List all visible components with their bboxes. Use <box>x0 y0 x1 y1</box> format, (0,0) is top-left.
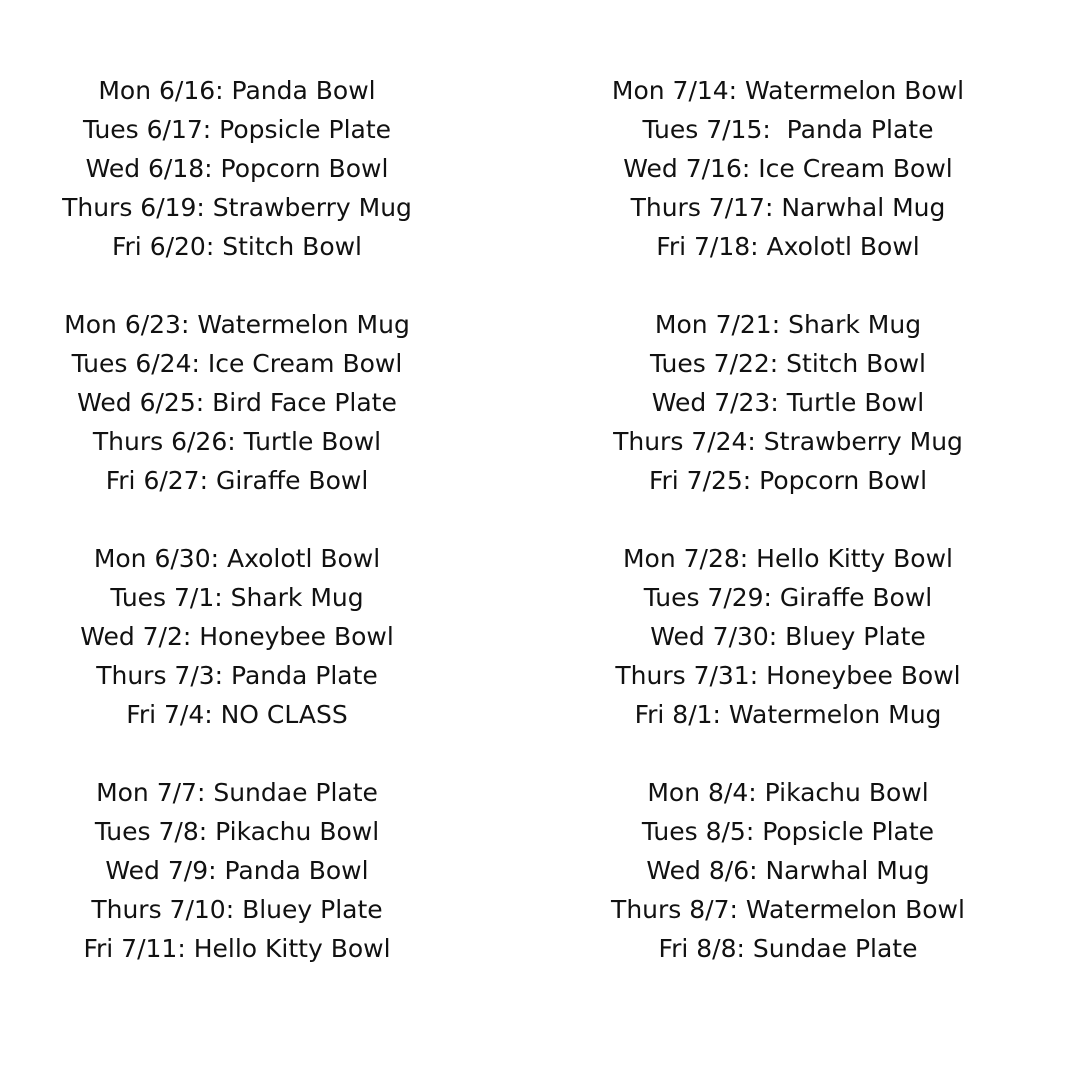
week-block <box>528 71 1048 266</box>
week-block <box>528 539 1048 734</box>
schedule-entry: Wed 8/6: Narwhal Mug <box>646 856 930 885</box>
schedule-entry: Wed 7/30: Bluey Plate <box>650 622 926 651</box>
schedule-entry: Fri 7/25: Popcorn Bowl <box>648 466 928 495</box>
schedule-entry: Fri 7/4: NO CLASS <box>126 700 348 729</box>
schedule-entry: Thurs 7/24: Strawberry Mug <box>613 427 963 456</box>
schedule-entry: Tues 7/22: Stitch Bowl <box>650 349 926 378</box>
schedule-entry: Thurs 6/26: Turtle Bowl <box>92 427 382 456</box>
schedule-column-right <box>528 71 1048 1007</box>
week-block <box>528 773 1048 968</box>
schedule-entry: Tues 7/15: Panda Plate <box>642 115 934 144</box>
schedule-entry: Tues 6/17: Popsicle Plate <box>82 115 392 144</box>
schedule-entry: Wed 6/18: Popcorn Bowl <box>85 154 389 183</box>
schedule-entry: Mon 6/16: Panda Bowl <box>98 76 376 105</box>
schedule-entry: Mon 6/30: Axolotl Bowl <box>93 544 381 573</box>
schedule-entry: Thurs 7/17: Narwhal Mug <box>630 193 946 222</box>
schedule-entry: Tues 7/29: Giraffe Bowl <box>643 583 933 612</box>
schedule-entry: Thurs 7/31: Honeybee Bowl <box>615 661 961 690</box>
schedule-entry: Tues 7/1: Shark Mug <box>110 583 364 612</box>
schedule-entry: Wed 7/23: Turtle Bowl <box>651 388 925 417</box>
schedule-entry: Thurs 8/7: Watermelon Bowl <box>611 895 965 924</box>
week-block <box>0 773 497 968</box>
schedule-entry: Mon 6/23: Watermelon Mug <box>64 310 410 339</box>
schedule-entry: Fri 8/8: Sundae Plate <box>658 934 918 963</box>
schedule-entry: Mon 7/7: Sundae Plate <box>96 778 378 807</box>
schedule-entry: Wed 7/9: Panda Bowl <box>105 856 369 885</box>
schedule-entry: Wed 7/16: Ice Cream Bowl <box>623 154 953 183</box>
schedule-entry: Tues 8/5: Popsicle Plate <box>641 817 935 846</box>
schedule-entry: Fri 7/11: Hello Kitty Bowl <box>83 934 391 963</box>
week-block <box>0 305 497 500</box>
schedule-entry: Wed 6/25: Bird Face Plate <box>77 388 397 417</box>
schedule-entry: Mon 8/4: Pikachu Bowl <box>647 778 929 807</box>
week-block <box>0 539 497 734</box>
week-block <box>528 305 1048 500</box>
schedule-entry: Wed 7/2: Honeybee Bowl <box>80 622 394 651</box>
schedule-entry: Thurs 7/10: Bluey Plate <box>91 895 383 924</box>
schedule-entry: Mon 7/14: Watermelon Bowl <box>611 76 965 105</box>
week-block <box>0 71 497 266</box>
schedule-column-left <box>0 71 497 1007</box>
schedule-entry: Thurs 7/3: Panda Plate <box>96 661 378 690</box>
schedule-entry: Mon 7/21: Shark Mug <box>654 310 922 339</box>
schedule-entry: Mon 7/28: Hello Kitty Bowl <box>622 544 953 573</box>
schedule-entry: Fri 6/27: Giraffe Bowl <box>105 466 369 495</box>
schedule-entry: Fri 7/18: Axolotl Bowl <box>656 232 920 261</box>
schedule-entry: Thurs 6/19: Strawberry Mug <box>62 193 412 222</box>
schedule-entry: Tues 7/8: Pikachu Bowl <box>94 817 380 846</box>
schedule-entry: Fri 6/20: Stitch Bowl <box>111 232 363 261</box>
schedule-entry: Tues 6/24: Ice Cream Bowl <box>71 349 403 378</box>
schedule-entry: Fri 8/1: Watermelon Mug <box>634 700 942 729</box>
